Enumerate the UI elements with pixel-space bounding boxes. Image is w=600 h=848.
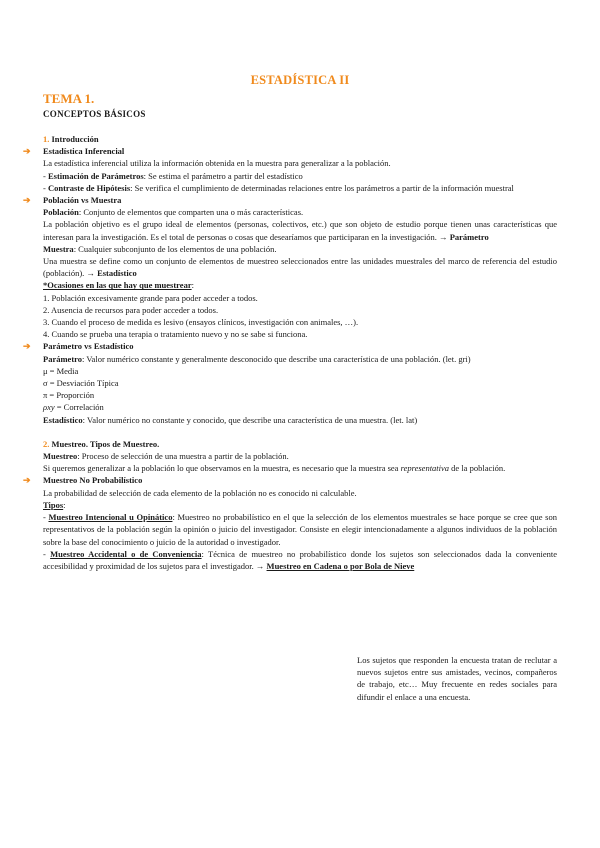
document-body	[23, 133, 557, 572]
definition-parametro	[43, 353, 557, 365]
bullet-intencional: - Muestreo Intencional u Opinático: Muestreo no probabilístico en el que la selección de los elementos muestrales se hace porque se cree que son representativos de la población según la opinión o juicio del investigador. Consiste en elegir intencionadamente a algunos individuos de la población sobre la base del conocimiento o juicio de la autoridad o investigador.	[43, 512, 557, 547]
section-title-rest: Tipos de Muestreo	[89, 438, 158, 449]
definition: : Muestreo no probabilístico en el que la selección de los elementos muestrales se hace porque se cree que son representativos de la población según la opinión o juicio del investigador. Consiste en elegir intencionadamente a algunos individuos de la población sobre la base del conocimiento o juicio de la autoridad o investigador.	[43, 512, 557, 547]
paragraph-representativa	[43, 462, 557, 474]
definition: : Se estima el parámetro a partir del estadístico	[143, 170, 303, 181]
document-title: ESTADÍSTICA II	[250, 73, 350, 87]
definition: : Conjunto de elementos que comparten una o más características.	[78, 207, 304, 218]
term: Estimación de Parámetros	[47, 170, 144, 181]
section-title: Introducción	[51, 134, 99, 144]
arrow-right-icon: ➔	[23, 195, 31, 206]
term: Parámetro	[43, 353, 83, 364]
symbol-item: σ = Desviación Típica	[43, 378, 119, 389]
section-number: 2.	[43, 438, 50, 449]
section-2-heading: 2. Muestreo. Tipos de Muestreo.	[43, 438, 160, 449]
symbol-item	[43, 401, 557, 413]
section-number: 1.	[43, 134, 50, 144]
term: Muestreo Accidental o de Conveniencia	[50, 548, 202, 559]
definition-poblacion	[43, 206, 557, 218]
list-item: 4. Cuando se prueba una terapia o tratamiento nuevo y no se sabe si funciona.	[43, 329, 308, 340]
definition-estadistico	[43, 414, 557, 426]
term: Muestreo Intencional u Opinático	[48, 512, 173, 523]
definition: : Técnica de muestreo no probabilístico donde los sujetos son seleccionados dada la conveniente accesibilidad y proximidad de los sujetos para el investigador.	[43, 548, 557, 571]
term: Muestra	[43, 243, 74, 254]
arrow-right-icon: ➔	[23, 146, 31, 157]
definition-muestra	[43, 243, 557, 255]
ocasiones-title: *Ocasiones en las que hay que muestrear:	[43, 280, 194, 291]
definition: : Se verifica el cumplimiento de determinadas relaciones entre los parámetros a partir de la información muestral	[130, 182, 514, 193]
arrow-glyph: →	[439, 231, 448, 242]
subtitle: CONCEPTOS BÁSICOS	[43, 109, 146, 119]
subheading-parametro	[23, 340, 557, 352]
bola-de-nieve-description: Los sujetos que responden la encuesta tratan de reclutar a nuevos sujetos entre sus amistades, vecinos, compañeros de trabajo, etc… Muy frecuente en redes sociales para difundir el enlace a una encuesta.	[357, 655, 557, 702]
subheading-text: Muestreo No Probabilístico	[43, 475, 143, 486]
definition-muestreo	[43, 450, 557, 462]
arrow-glyph: →	[86, 268, 95, 279]
subheading-poblacion	[23, 194, 557, 206]
subheading-text: Estadística Inferencial	[43, 146, 125, 157]
text: Una muestra se define como un conjunto de elementos de muestreo seleccionados entre las unidades muestrales del marco de referencia del estudio (población).	[43, 256, 557, 279]
term: Muestreo en Cadena o por Bola de Nieve	[266, 560, 415, 571]
subheading-inferencial	[23, 145, 557, 157]
list-item: 1. Población excesivamente grande para poder acceder a todos.	[43, 292, 258, 303]
term: *Ocasiones en las que hay que muestrear	[43, 280, 192, 291]
bullet-estimacion: - Estimación de Parámetros: Se estima el parámetro a partir del estadístico	[43, 170, 303, 181]
definition: : Cualquier subconjunto de los elementos de una población.	[73, 243, 277, 254]
symbol-item: μ = Media	[43, 365, 79, 376]
result-term: Parámetro	[449, 231, 489, 242]
term: Tipos	[43, 499, 64, 510]
list-item: 3. Cuando el proceso de medida es lesivo (ensayos clínicos, investigación con animales, …).	[43, 317, 359, 328]
list-item: 2. Ausencia de recursos para poder acceder a todos.	[43, 304, 219, 315]
symbol-item: π = Proporción	[43, 390, 95, 401]
bullet-accidental: - Muestreo Accidental o de Conveniencia: Técnica de muestreo no probabilístico donde los sujetos son seleccionados dada la conveniente accesibilidad y proximidad de los sujetos para el investigador. → Muestreo en Cadena o por Bola de Nieve	[43, 548, 557, 571]
subheading-no-probabilistico	[23, 474, 557, 486]
paragraph: La probabilidad de selección de cada elemento de la población no es conocido ni calculable.	[43, 487, 357, 498]
subheading-text: Parámetro vs Estadístico	[43, 341, 134, 352]
subheading-text: Población vs Muestra	[43, 195, 122, 206]
paragraph: La estadística inferencial utiliza la información obtenida en la muestra para generalizar a la población.	[43, 158, 391, 169]
section-1-heading	[43, 133, 557, 145]
term: Contraste de Hipótesis	[47, 182, 131, 193]
tema-heading: TEMA 1.	[43, 91, 95, 106]
text: de la población.	[451, 463, 506, 474]
result-term: Estadístico	[97, 268, 137, 279]
arrow-right-icon: ➔	[23, 475, 31, 486]
symbol-meaning: = Correlación	[54, 402, 104, 413]
symbol: ρxy	[43, 402, 55, 413]
term: Población	[43, 207, 79, 218]
arrow-glyph: →	[255, 560, 265, 571]
definition: : Valor numérico constante y generalmente desconocido que describe una característica de una población. (let. gri)	[82, 353, 471, 364]
definition: : Valor numérico no constante y conocido, que describe una característica de una muestra. (let. lat)	[82, 414, 418, 425]
paragraph-muestra	[43, 255, 557, 279]
term: Estadístico	[43, 414, 83, 425]
term: Muestreo	[43, 451, 78, 462]
text: Si queremos generalizar a la población lo que observamos en la muestra, es necesario que la muestra sea	[43, 463, 399, 474]
text: La población objetivo es el grupo ideal de elementos (personas, colectivos, etc.) que son objeto de estudio porque tienen unas características que interesan para la investigación. Es el total de personas o cosas que desearíamos que participaran en la investigación.	[43, 219, 557, 242]
bullet-contraste: - Contraste de Hipótesis: Se verifica el cumplimiento de determinadas relaciones entre los parámetros a partir de la información muestral	[43, 182, 514, 193]
arrow-right-icon: ➔	[23, 341, 31, 352]
section-title: Muestreo	[51, 438, 86, 449]
emphasis: representativa	[400, 463, 450, 474]
paragraph-objetivo	[43, 218, 557, 242]
tipos-label: Tipos:	[43, 499, 66, 510]
definition: : Proceso de selección de una muestra a partir de la población.	[77, 451, 289, 462]
